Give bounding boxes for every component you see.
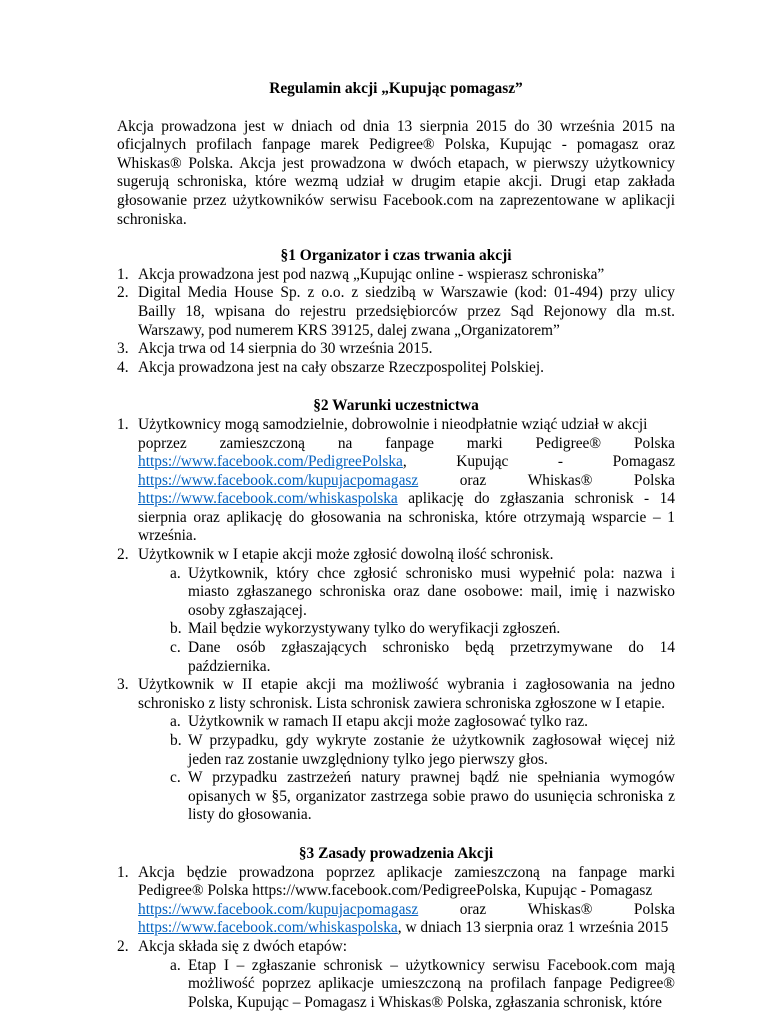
list-item: 3. Użytkownik w II etapie akcji ma możliwość wybrania i zagłosowania na jedno schronisko z listy schronisk. Lista schronisk zawiera schroniska zgłoszone w I etapie. a. Użytkownik w ramach II etapu akcji może zagłosować tylko raz. b. W przypadku, gdy wykryte zostanie że użytkownik zagłosował więcej niż jeden raz zostanie uwzględniony tylko jego pierwszy głos. c. W przypadku zastrzeżeń natury prawnej bądź nie spełniania wymogów opisanych w §5, organizator zastrzega sobie prawo do usunięcia schroniska z listy do głosowania.	[117, 676, 675, 824]
link-whiskas[interactable]: https://www.facebook.com/whiskaspolska	[138, 490, 398, 508]
list-item: 1. Akcja prowadzona jest pod nazwą „Kupując online - wspierasz schroniska”	[117, 265, 605, 283]
sub-list-item: b. Mail będzie wykorzystywany tylko do weryfikacji zgłoszeń.	[170, 620, 561, 638]
section-2-list	[117, 416, 675, 825]
sub-list-item: c. Dane osób zgłaszających schronisko będą przetrzymywane do 14 października.	[170, 639, 675, 675]
link-kupujacpomagasz[interactable]: https://www.facebook.com/kupujacpomagasz	[138, 471, 419, 489]
sub-list-item: a. Użytkownik w ramach II etapu akcji może zagłosować tylko raz.	[170, 713, 588, 731]
list-item: 1. Użytkownicy mogą samodzielnie, dobrowolnie i nieodpłatnie wziąć udział w akcji poprzez zamieszczoną na fanpage marki Pedigree® Polska https://www.facebook.com/PedigreePolska, Kupując - Pomagasz https://www.facebook.com/kupujacpomagasz oraz Whiskas® Polska https://www.facebook.com/whiskaspolska aplikację do zgłaszania schronisk - 14 sierpnia oraz aplikację do głosowania na schroniska, które otrzymają wsparcie – 1 września.	[117, 415, 675, 545]
list-item: 1. Akcja będzie prowadzona poprzez aplikacje zamieszczoną na fanpage marki Pedigree® Polska https://www.facebook.com/PedigreePolska, Kupując - Pomagasz https://www.facebook.com/kupujacpomagasz oraz Whiskas® Polska https://www.facebook.com/whiskaspolska, w dniach 13 sierpnia oraz 1 września 2015	[117, 863, 675, 937]
spread-line: https://www.facebook.com/PedigreePolska, Kupując - Pomagasz	[138, 453, 675, 471]
list-item: 2. Digital Media House Sp. z o.o. z siedzibą w Warszawie (kod: 01-494) przy ulicy Bailly 18, wpisana do rejestru przedsiębiorców przez Sąd Rejonowy dla m.st. Warszawy, pod numerem KRS 39125, dalej zwana „Organizatorem”	[117, 284, 675, 339]
link-pedigree[interactable]: https://www.facebook.com/PedigreePolska	[138, 453, 403, 471]
sub-list-item: a. Użytkownik, który chce zgłosić schronisko musi wypełnić pola: nazwa i miasto zgłaszanego schroniska oraz dane osobowe: mail, imię i nazwisko osoby zgłaszającej.	[170, 564, 675, 619]
list-item: 3. Akcja trwa od 14 sierpnia do 30 września 2015.	[117, 340, 433, 358]
spread-line: https://www.facebook.com/kupujacpomagasz oraz Whiskas® Polska	[138, 471, 675, 489]
sub-list	[138, 713, 675, 825]
sub-list-item: a. Etap I – zgłaszanie schronisk – użytkownicy serwisu Facebook.com mają możliwość poprzez aplikacje umieszczoną na profilach fanpage Pedigree® Polska, Kupując – Pomagasz i Whiskas® Polska, zgłaszania schronisk, które	[170, 956, 675, 1011]
sub-list-item: c. W przypadku zastrzeżeń natury prawnej bądź nie spełniania wymogów opisanych w §5, organizator zastrzega sobie prawo do usunięcia schroniska z listy do głosowania.	[170, 769, 675, 824]
spread-line: https://www.facebook.com/kupujacpomagasz oraz Whiskas® Polska	[138, 900, 675, 918]
list-item: 4. Akcja prowadzona jest na cały obszarze Rzeczpospolitej Polskiej.	[117, 358, 544, 376]
sub-list	[138, 957, 675, 1012]
section-1-heading: §1 Organizator i czas trwania akcji	[280, 247, 512, 265]
list-item: 2. Użytkownik w I etapie akcji może zgłosić dowolną ilość schronisk. a. Użytkownik, który chce zgłosić schronisko musi wypełnić pola: nazwa i miasto zgłaszanego schroniska oraz dane osobowe: mail, imię i nazwisko osoby zgłaszającej. b. Mail będzie wykorzystywany tylko do weryfikacji zgłoszeń. c. Dane osób zgłaszających schronisko będą przetrzymywane do 14 października.	[117, 546, 675, 675]
section-3-list	[117, 864, 675, 1012]
spread-line: poprzez zamieszczoną na fanpage marki Pedigree® Polska	[138, 434, 675, 452]
section-3-heading: §3 Zasady prowadzenia Akcji	[298, 844, 494, 862]
link-whiskas-2[interactable]: https://www.facebook.com/whiskaspolska	[138, 919, 398, 937]
section-2-heading: §2 Warunki uczestnictwa	[313, 397, 479, 415]
link-kupujacpomagasz-2[interactable]: https://www.facebook.com/kupujacpomagasz	[138, 900, 419, 918]
list-item: 2. Akcja składa się z dwóch etapów: a. Etap I – zgłaszanie schronisk – użytkownicy serwisu Facebook.com mają możliwość poprzez aplikacje umieszczoną na profilach fanpage Pedigree® Polska, Kupując – Pomagasz i Whiskas® Polska, zgłaszania schronisk, które	[117, 937, 675, 1011]
section-1-list	[117, 266, 675, 378]
document-title: Regulamin akcji „Kupując pomagasz”	[269, 80, 523, 97]
sub-list	[138, 565, 675, 677]
intro-paragraph: Akcja prowadzona jest w dniach od dnia 13 sierpnia 2015 do 30 września 2015 na oficjalnych profilach fanpage marek Pedigree® Polska, Kupując - pomagasz oraz Whiskas® Polska. Akcja jest prowadzona w dwóch etapach, w pierwszy użytkownicy sugerują schroniska, które wezmą udział w drugim etapie akcji. Drugi etap zakłada głosowanie przez użytkowników serwisu Facebook.com na zaprezentowane w aplikacji schroniska.	[117, 117, 675, 228]
sub-list-item: b. W przypadku, gdy wykryte zostanie że użytkownik zagłosował więcej niż jeden raz zostanie uwzględniony tylko jego pierwszy głos.	[170, 732, 675, 768]
